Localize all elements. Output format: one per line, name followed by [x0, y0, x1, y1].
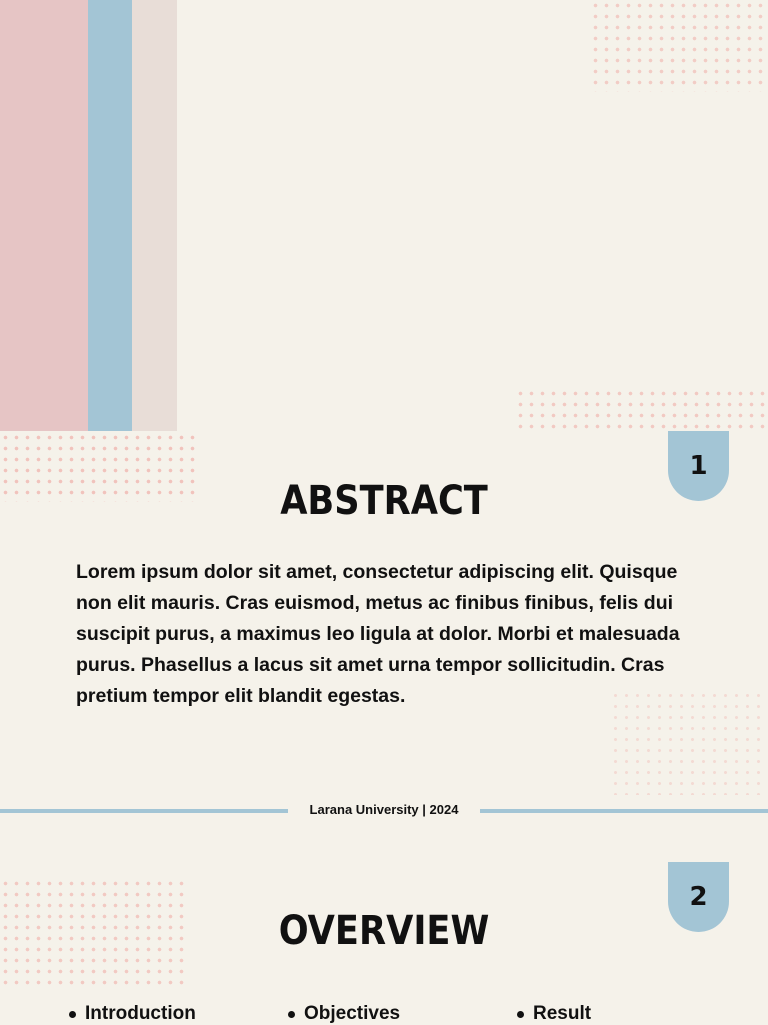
dot-pattern: [515, 388, 768, 434]
list-item: [517, 1003, 591, 1025]
footer-divider: [480, 809, 768, 813]
list-item-label: Result: [533, 1003, 592, 1024]
decor-stripe-pink: [0, 0, 88, 431]
bullet-icon: [69, 1011, 76, 1018]
decor-stripe-blue: [88, 0, 132, 431]
list-item-label: Objectives: [304, 1003, 401, 1024]
footer-caption: Larana University | 2024: [309, 802, 459, 817]
list-item: [288, 1003, 400, 1025]
bullet-icon: [288, 1011, 295, 1018]
list-item: [69, 1003, 196, 1025]
abstract-paragraph: Lorem ipsum dolor sit amet, consectetur adipiscing elit. Quisque non elit mauris. Cras euismod, metus ac finibus finibus, felis dui suscipit purus, a maximus leo ligula at dolor. Morbi et malesuada purus. Phasellus a lacus sit amet urna tempor sollicitudin. Cras pretium tempor elit blandit egestas.: [76, 561, 680, 707]
footer-divider: [0, 809, 288, 813]
section-heading-overview: OVERVIEW: [278, 908, 490, 954]
page-number: 1: [689, 451, 708, 481]
section-heading-abstract: ABSTRACT: [280, 478, 488, 524]
decor-stripe-beige: [132, 0, 177, 431]
bullet-icon: [517, 1011, 524, 1018]
page-number: 2: [689, 882, 708, 912]
dot-pattern: [590, 0, 768, 92]
list-item-label: Introduction: [85, 1003, 196, 1024]
